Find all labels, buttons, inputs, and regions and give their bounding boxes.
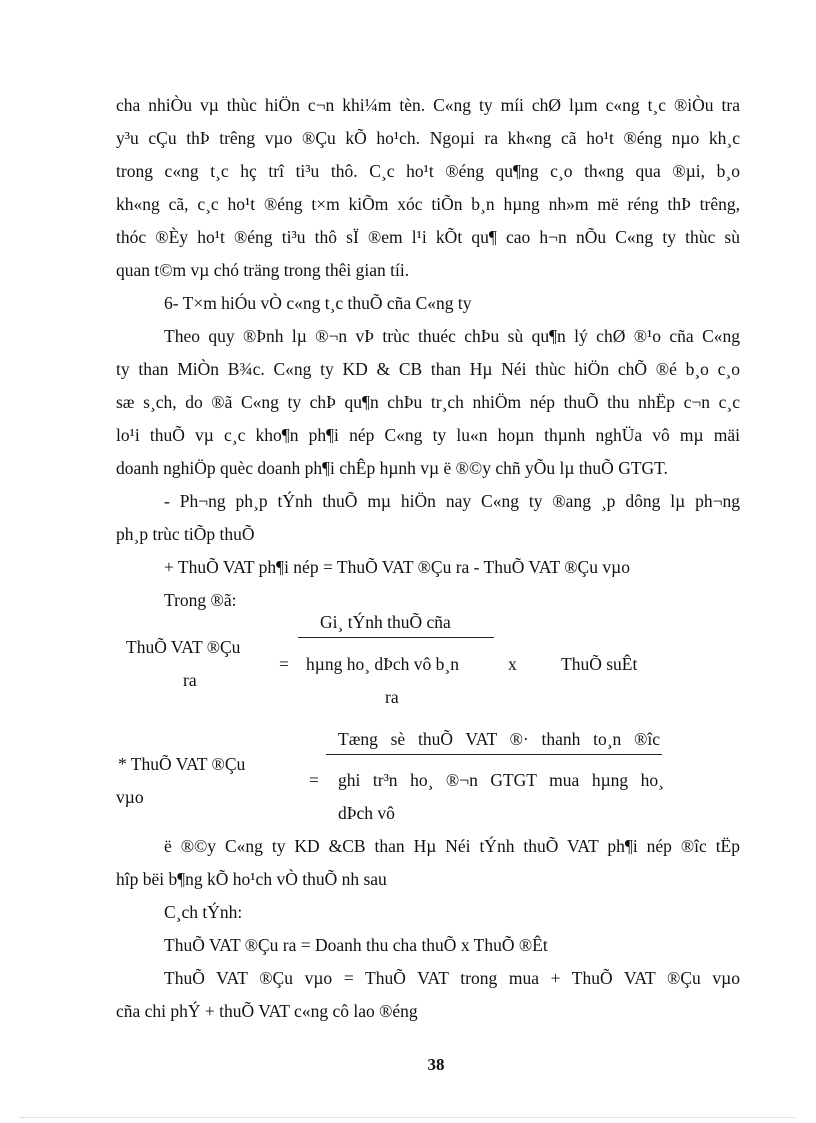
fraction-numerator: Gi¸ tÝnh thuÕ cña [320, 612, 451, 632]
fraction-denominator: ra [385, 687, 399, 707]
calc-label: C¸ch tÝnh: [164, 902, 243, 922]
body-text-line: ë ®©y C«ng ty KD &CB than Hµ Néi tÝnh thuÕ VAT ph¶i nép ®îc tËp [164, 836, 740, 856]
multiply-sign: x [508, 654, 517, 674]
body-text-line: cha nhiÒu vµ thùc hiÖn c¬n khi¼m tèn. C«ng ty míi chØ lµm c«ng t¸c ®iÒu tra [116, 95, 740, 115]
body-text-line: lo¹i thuÕ vµ c¸c kho¶n ph¶i nép C«ng ty lu«n hoµn thµnh nghÜa vô mµ mäi [116, 425, 740, 445]
body-text-line: y³u cÇu thÞ trêng vµo ®Çu kÕ ho¹ch. Ngoµi ra kh«ng cã ho¹t ®éng nµo kh¸c [116, 128, 740, 148]
body-text-line: ty than MiÒn B¾c. C«ng ty KD & CB than Hµ Néi thùc hiÖn chÕ ®é b¸o c¸o [116, 359, 740, 379]
tax-rate-label: ThuÕ suÊt [561, 654, 638, 674]
input-vat-formula: cña chi phÝ + thuÕ VAT c«ng cô lao ®éng [116, 1001, 418, 1021]
body-text-line: trong c«ng t¸c hç trî ti³u thô. C¸c ho¹t ®éng qu¶ng c¸o th«ng qua ®µi, b¸o [116, 161, 740, 181]
output-vat-formula: ThuÕ VAT ®Çu ra = Doanh thu cha thuÕ x ThuÕ ®Êt [164, 935, 548, 955]
body-text-line: doanh nghiÖp quèc doanh ph¶i chÊp hµnh vµ ë ®©y chñ yÕu lµ thuÕ GTGT. [116, 458, 668, 478]
equals-sign: = [309, 770, 319, 790]
formula-lhs: ra [183, 670, 197, 690]
body-text-line: Theo quy ®Þnh lµ ®¬n vÞ trùc thuéc chÞu sù qu¶n lý chØ ®¹o cña C«ng [164, 326, 740, 346]
section-heading: 6- T×m hiÓu vÒ c«ng t¸c thuÕ cña C«ng ty [164, 293, 472, 313]
formula-lhs: vµo [116, 787, 144, 807]
fraction-denominator: ghi tr³n ho¸ ®¬n GTGT mua hµng ho¸ [338, 770, 664, 790]
body-text-line: quan t©m vµ chó träng trong thêi gian tíi. [116, 260, 410, 280]
page-number: 38 [427, 1055, 445, 1074]
input-vat-formula: ThuÕ VAT ®Çu vµo = ThuÕ VAT trong mua + ThuÕ VAT ®Çu vµo [164, 968, 740, 988]
equals-sign: = [279, 654, 289, 674]
fraction-bar [326, 754, 662, 755]
body-text-line: sæ s¸ch, do ®ã C«ng ty chÞ qu¶n chÞu tr¸ch nhiÖm nép thuÕ thu nhËp c¬n c¸c [116, 392, 740, 412]
fraction-numerator: Tæng sè thuÕ VAT ®· thanh to¸n ®îc [338, 729, 660, 749]
body-text-line: kh«ng cã, c¸c ho¹t ®éng t×m kiÕm xóc tiÕn b¸n hµng nh»m më réng thÞ trêng, [116, 194, 740, 214]
fraction-denominator: dÞch vô [338, 803, 395, 823]
in-which-label: Trong ®ã: [164, 590, 237, 610]
formula-lhs: ThuÕ VAT ®Çu [126, 637, 241, 657]
vat-payable-formula: + ThuÕ VAT ph¶i nép = ThuÕ VAT ®Çu ra - ThuÕ VAT ®Çu vµo [164, 557, 630, 577]
formula-lhs: * ThuÕ VAT ®Çu [118, 754, 246, 774]
footer-divider [20, 1117, 796, 1118]
fraction-bar [298, 637, 494, 638]
fraction-denominator: hµng ho¸ dÞch vô b¸n [306, 654, 459, 674]
body-text-line: - Ph¬ng ph¸p tÝnh thuÕ mµ hiÖn nay C«ng ty ®ang ¸p dông lµ ph¬ng [164, 491, 740, 511]
body-text-line: hîp bëi b¶ng kÕ ho¹ch vÒ thuÕ nh sau [116, 869, 387, 889]
body-text-line: thóc ®Èy ho¹t ®éng ti³u thô sÏ ®em l¹i kÕt qu¶ cao h¬n nÕu C«ng ty thùc sù [116, 227, 740, 247]
body-text-line: ph¸p trùc tiÕp thuÕ [116, 524, 255, 544]
